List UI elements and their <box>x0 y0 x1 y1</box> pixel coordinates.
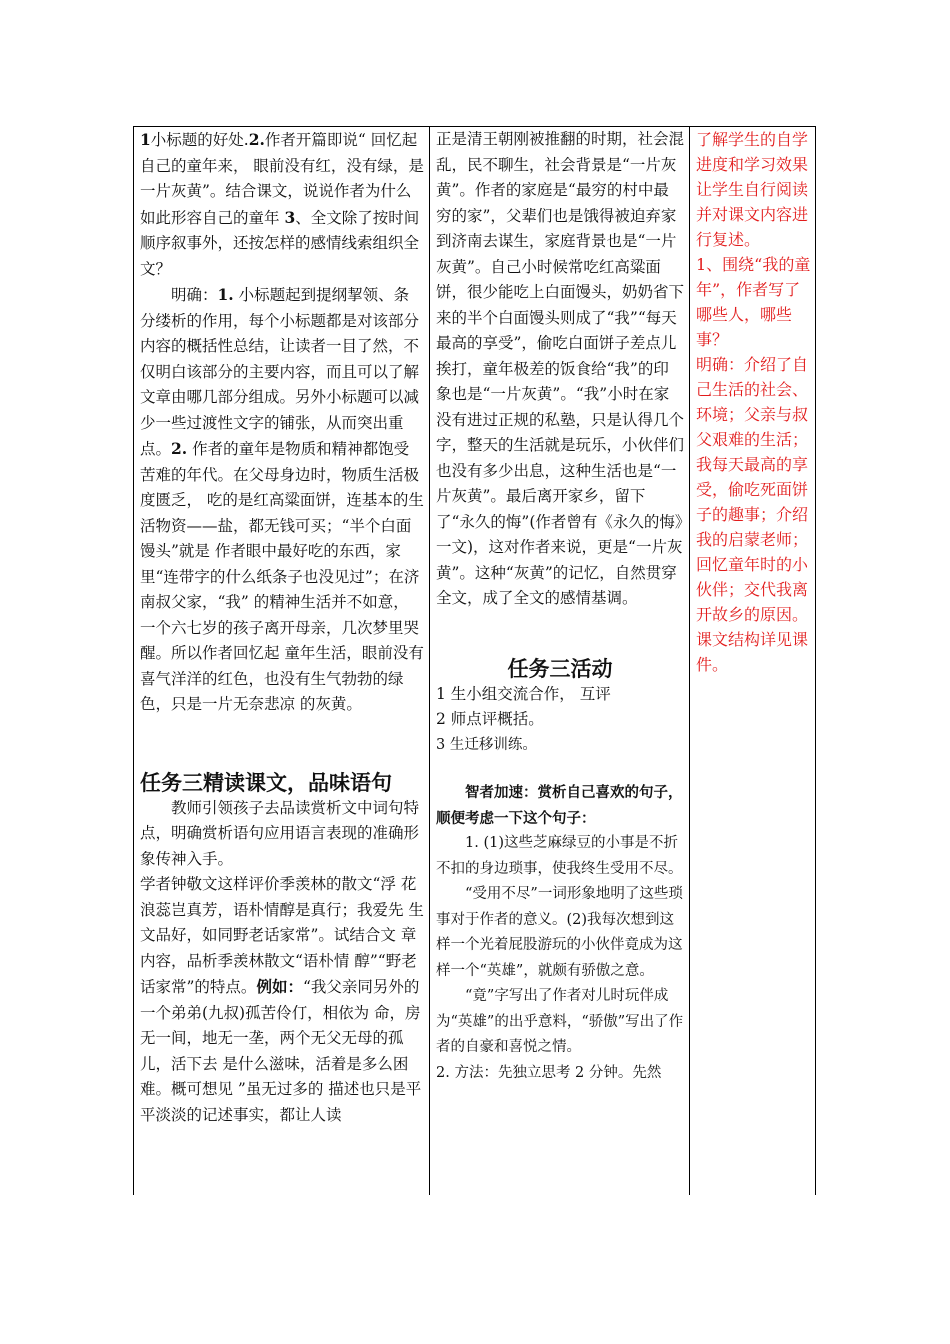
activity-item: 2 师点评概括。 <box>436 710 544 728</box>
example-analysis: “受用不尽”一词形象地明了这些琐事对于作者的意义。(2)我每次想到这样一个光着屁股游玩的小伙伴竟成为这样一个“英雄”，就颇有骄傲之意。 <box>436 886 683 979</box>
student-activity-column <box>436 127 684 1086</box>
example-sentence: 1. (1)这些芝麻绿豆的小事是不折不扣的身边琐事，使我终生受用不尽。 <box>436 835 683 877</box>
challenge-prompt: 智者加速：赏析自己喜欢的句子，顺便考虑一下这个句子： <box>436 784 683 827</box>
method-text: 2. 方法：先独立思考 2 分钟。先然 <box>436 1064 662 1081</box>
design-intent-column <box>696 127 812 677</box>
section-heading: 任务三精读课文，品味语句 <box>140 769 392 795</box>
column-divider <box>429 127 430 1195</box>
intent-note: 课文结构详见课件。 <box>696 630 809 674</box>
intent-answer: 明确：介绍了自己生活的社会、环境；父亲与叔父艰难的生活；我每天最高的享受，偷吃死面饼子的趣事；介绍我的启蒙老师；回忆童年时的小伙伴；交代我离开故乡的原因。 <box>696 355 809 624</box>
lesson-table <box>133 126 816 1195</box>
column-divider <box>689 127 690 1195</box>
guidance-paragraph: 教师引领孩子去品读赏析文中词句特点，明确赏析语句应用语言表现的准确形象传神入手。 <box>140 798 420 868</box>
intent-paragraph: 了解学生的自学进度和学习效果让学生自行阅读并对课文内容进行复述。 <box>696 130 809 249</box>
intent-question: 1、围绕“我的童年”，作者写了哪些人，哪些事？ <box>696 255 811 349</box>
question-paragraph: 1小标题的好处.2.作者开篇即说“ 回忆起自己的童年来， 眼前没有红，没有绿，是一片灰黄”。结合课文，说说作者为什么如此形容自己的童年 3、全文除了按时间顺序叙事外，还按怎样的感情线索组织全文？ <box>140 130 424 278</box>
example-analysis: “竟”字写出了作者对儿时玩伴成为“英雄”的出乎意料，“骄傲”写出了作者的自豪和喜悦之情。 <box>436 988 684 1055</box>
activity-heading: 任务三活动 <box>507 655 613 681</box>
activity-item: 1 生小组交流合作， 互评 <box>436 684 611 703</box>
analysis-paragraph: 正是清王朝刚被推翻的时期，社会混乱，民不聊生，社会背景是“一片灰黄”。作者的家庭是“最穷的村中最穷的家”，父辈们也是饿得被迫弃家到济南去谋生，家庭背景也是“一片灰黄”。自己小时候常吃红高粱面饼，很少能吃上白面馒头，奶奶省下来的半个白面馒头则成了“我”“每天最高的享受”，偷吃白面饼子差点儿挨打，童年极差的饭食给“我”的印象也是“一片灰黄”。“我”小时在家没有进过正规的私塾，只是认得几个字，整天的生活就是玩乐，小伙伴们也没有多少出息，这种生活也是“一片灰黄”。最后离开家乡，留下了“永久的悔”(作者曾有《永久的悔》一文)，这对作者来说，更是“一片灰黄”。这种“灰黄”的记忆，自然贯穿全文，成了全文的感情基调。 <box>436 130 685 607</box>
answer-paragraph: 明确：1. 小标题起到提纲挈领、条分缕析的作用，每个小标题都是对该部分内容的概括性总结，让读者一目了然，不仅明白该部分的主要内容，而且可以了解文章由哪几部分组成。另外小标题可以减少一些过渡性文字的铺张，从而突出重点。2. 作者的童年是物质和精神都饱受苦难的年代。在父母身边时，物质生活极度匮乏， 吃的是红高粱面饼，连基本的生活物资——盐，都无钱可买；“半个白面馒头”就是 作者眼中最好吃的东西，家里“连带字的什么纸条子也没见过”；在济南叔父家，“我” 的精神生活并不如意，一个六七岁的孩子离开母亲，几次梦里哭醒。所以作者回忆起 童年生活，眼前没有喜气洋洋的红色，也没有生气勃勃的绿色，只是一片无奈悲凉 的灰黄。 <box>140 285 424 713</box>
quote-paragraph: 学者钟敬文这样评价季羡林的散文“浮 花浪蕊岂真芳，语朴情醇是真行；我爱先 生文品好，如同野老话家常”。试结合文 章内容，品析季羡林散文“语朴情 醇”“野老话家常”的特点。例如：“我父亲同另外的一个弟弟(九叔)孤苦伶仃，相依为 命，房无一间，地无一垄，两个无父无母的孤儿，活下去 是什么滋味，活着是多么困难。概可想见 ”虽无过多的 描述也只是平平淡淡的记述事实，都让人读 <box>140 875 424 1124</box>
activity-item: 3 生迁移训练。 <box>436 736 537 753</box>
teacher-activity-column <box>140 127 424 1128</box>
